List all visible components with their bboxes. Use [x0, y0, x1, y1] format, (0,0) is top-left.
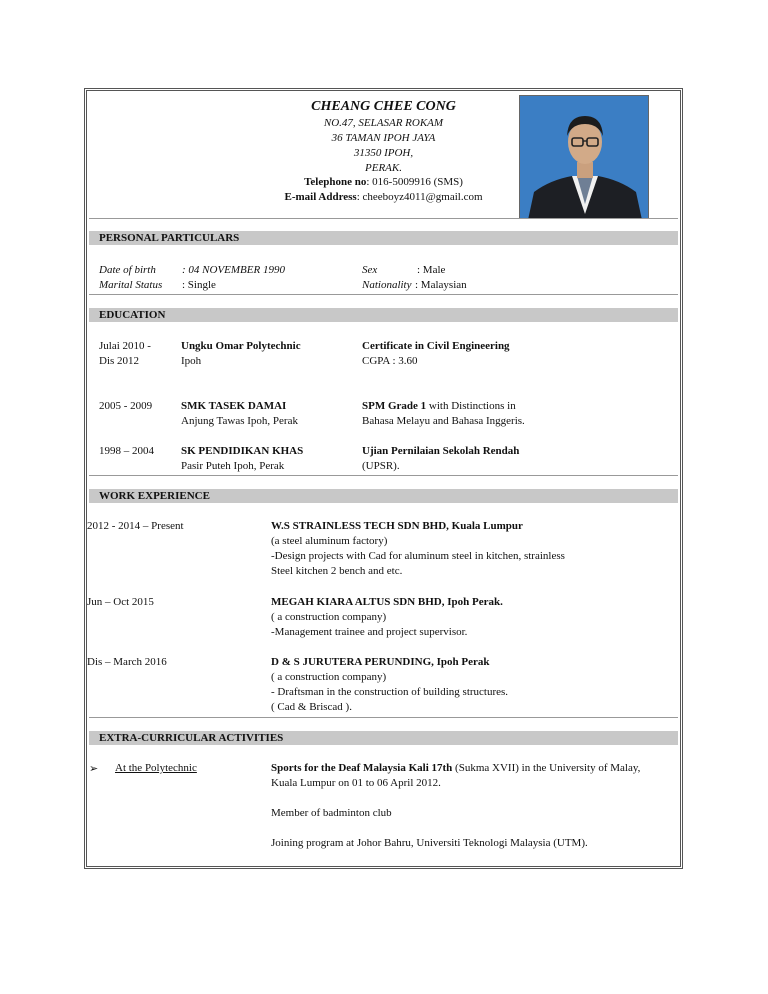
- work-1-company: W.S STRAINLESS TECH SDN BHD, Kuala Lumpur: [271, 520, 523, 532]
- sex-label: Sex: [362, 264, 378, 276]
- edu-3-place: Pasir Puteh Ipoh, Perak: [181, 460, 285, 472]
- edu-3-period: 1998 – 2004: [99, 445, 154, 457]
- work-3-line-3: ( Cad & Briscad ).: [271, 701, 352, 713]
- edu-1-place: Ipoh: [181, 355, 202, 367]
- extra-item-2: Member of badminton club: [271, 807, 392, 819]
- edu-1-period-line-2: Dis 2012: [99, 355, 140, 367]
- edu-1-period-line-1: Julai 2010 -: [99, 340, 151, 352]
- work-2-period: Jun – Oct 2015: [87, 596, 154, 608]
- extra-item-1: [271, 762, 640, 774]
- edu-1-result: Certificate in Civil Engineering: [362, 340, 510, 352]
- dob-value: : 04 NOVEMBER 1990: [182, 264, 285, 276]
- work-3-company: D & S JURUTERA PERUNDING, Ipoh Perak: [271, 656, 490, 668]
- divider: [89, 717, 678, 718]
- extra-item-1-rest: (Sukma XVII) in the University of Malay,: [452, 762, 641, 774]
- work-3-line-2: - Draftsman in the construction of building structures.: [271, 686, 509, 698]
- applicant-photo: [519, 95, 649, 219]
- work-2-line-1: ( a construction company): [271, 611, 387, 623]
- divider: [89, 475, 678, 476]
- edu-2-place: Anjung Tawas Ipoh, Perak: [181, 415, 298, 427]
- bullet-arrow-icon: ➢: [89, 763, 99, 775]
- resume-frame: [84, 88, 683, 869]
- email-label: E-mail Address: [284, 191, 357, 203]
- work-2-company: MEGAH KIARA ALTUS SDN BHD, Ipoh Perak.: [271, 596, 503, 608]
- dob-label: Date of birth: [99, 264, 156, 276]
- section-personal-particulars: PERSONAL PARTICULARS: [89, 231, 678, 245]
- sex-value: : Male: [417, 264, 446, 276]
- marital-status-label: Marital Status: [99, 279, 163, 291]
- edu-2-period: 2005 - 2009: [99, 400, 153, 412]
- email-value: : cheeboyz4011@gmail.com: [356, 191, 483, 203]
- nationality-value: : Malaysian: [415, 279, 467, 291]
- edu-2-result-line: [362, 400, 516, 412]
- work-3-period: Dis – March 2016: [87, 656, 167, 668]
- edu-3-school: SK PENDIDIKAN KHAS: [181, 445, 304, 457]
- work-1-line-1: (a steel aluminum factory): [271, 535, 388, 547]
- edu-3-result: Ujian Pernilaian Sekolah Rendah: [362, 445, 520, 457]
- address-line-3: 31350 IPOH,: [353, 147, 414, 159]
- edu-2-result-suffix: with Distinctions in: [426, 400, 516, 412]
- work-2-line-2: -Management trainee and project supervisor.: [271, 626, 468, 638]
- edu-1-school: Ungku Omar Polytechnic: [181, 340, 301, 352]
- edu-2-result: SPM Grade 1: [362, 400, 427, 412]
- edu-2-school: SMK TASEK DAMAI: [181, 400, 287, 412]
- telephone-value: : 016-5009916 (SMS): [366, 176, 463, 188]
- address-line-1: NO.47, SELASAR ROKAM: [323, 117, 444, 129]
- nationality-label: Nationality: [362, 279, 412, 291]
- extra-item-1-title: Sports for the Deaf Malaysia Kali 17th: [271, 762, 453, 774]
- extra-item-3: Joining program at Johor Bahru, Universiti Teknologi Malaysia (UTM).: [271, 837, 588, 849]
- section-education: EDUCATION: [89, 308, 678, 322]
- edu-2-detail: Bahasa Melayu and Bahasa Inggeris.: [362, 415, 525, 427]
- work-1-line-3: Steel kitchen 2 bench and etc.: [271, 565, 403, 577]
- applicant-name: CHEANG CHEE CONG: [311, 99, 456, 114]
- address-line-2: 36 TAMAN IPOH JAYA: [331, 132, 436, 144]
- extra-item-1-line-2: Kuala Lumpur on 01 to 06 April 2012.: [271, 777, 441, 789]
- divider: [89, 294, 678, 295]
- edu-1-detail: CGPA : 3.60: [362, 355, 418, 367]
- work-1-line-2: -Design projects with Cad for aluminum steel in kitchen, strainless: [271, 550, 565, 562]
- divider: [89, 218, 678, 219]
- section-work-experience: WORK EXPERIENCE: [89, 489, 678, 503]
- marital-status-value: : Single: [182, 279, 216, 291]
- address-line-4: PERAK.: [365, 162, 402, 174]
- work-3-line-1: ( a construction company): [271, 671, 387, 683]
- edu-3-detail: (UPSR).: [362, 460, 400, 472]
- section-extra-curricular: EXTRA-CURRICULAR ACTIVITIES: [89, 731, 678, 745]
- portrait-illustration: [520, 96, 649, 219]
- extra-category-label: At the Polytechnic: [115, 762, 197, 774]
- telephone-label: Telephone no: [304, 176, 367, 188]
- work-1-period: 2012 - 2014 – Present: [87, 520, 184, 532]
